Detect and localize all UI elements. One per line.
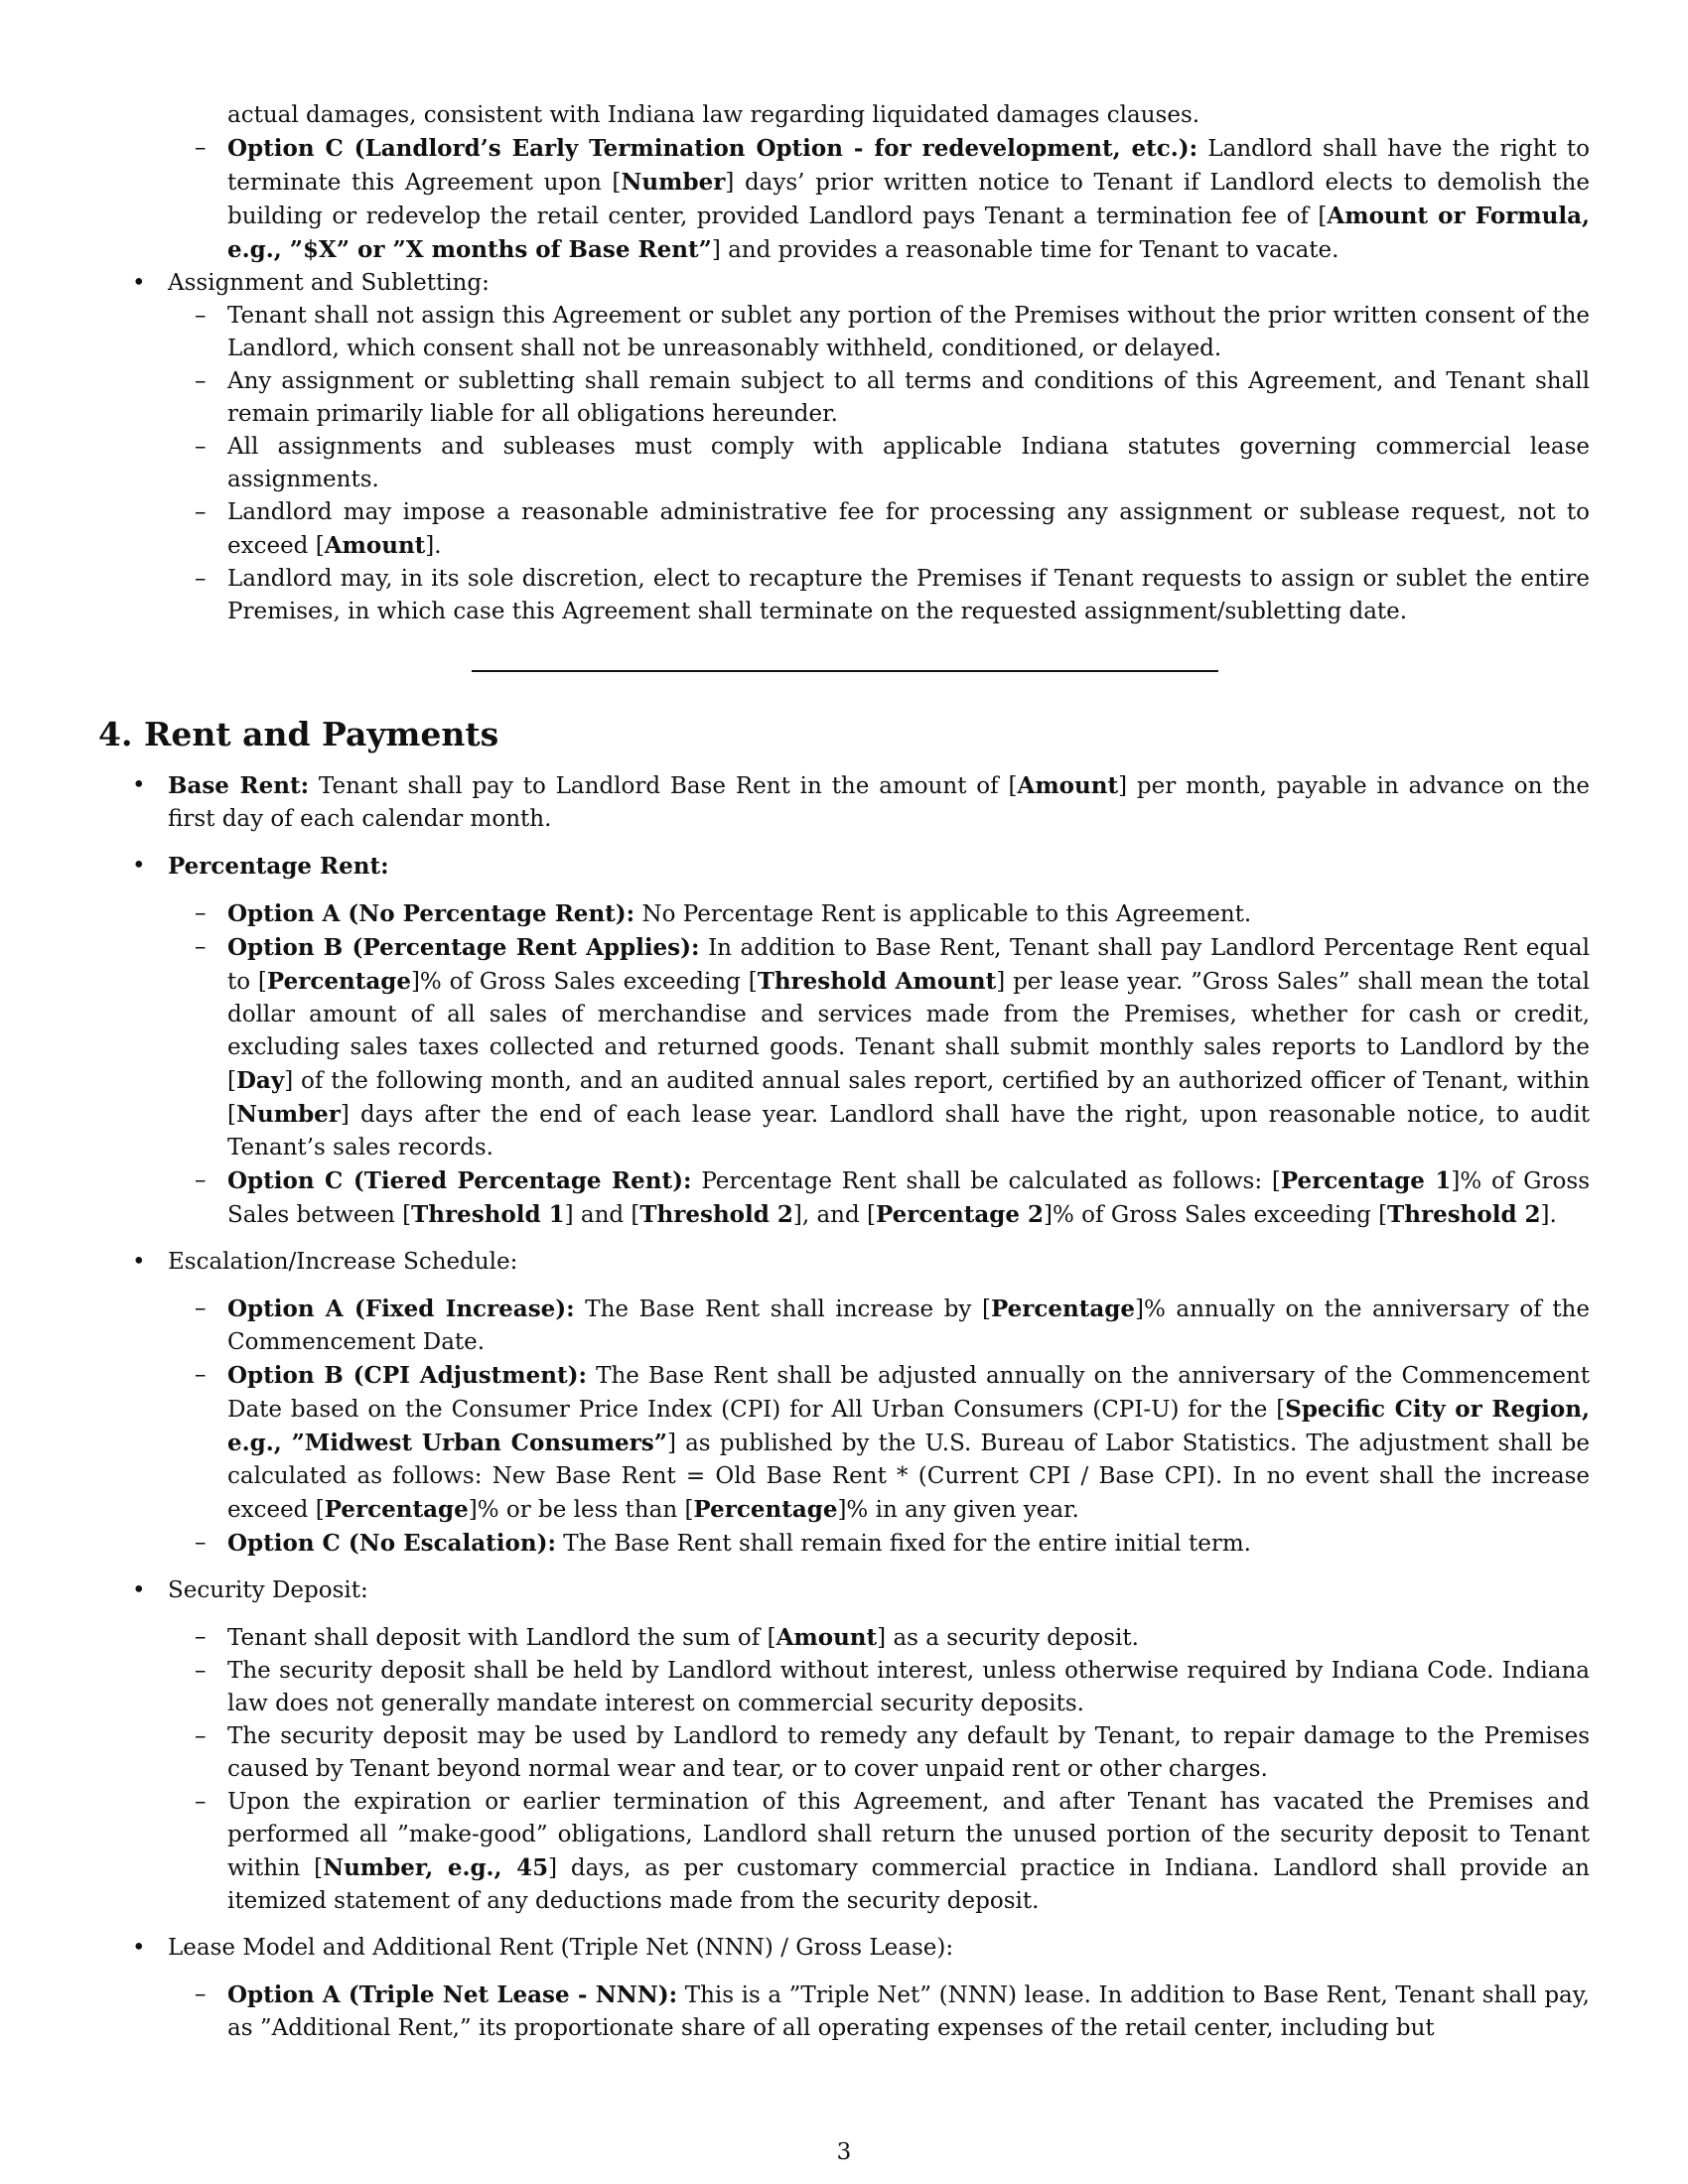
text: ], and [ bbox=[792, 1202, 876, 1228]
item-label: Base Rent: bbox=[168, 772, 310, 799]
text: ] of the following month, and an audited annual sales report, certified by an authorized officer of Tenant, within [ bbox=[227, 1068, 1590, 1128]
list-item bbox=[98, 431, 1590, 496]
text: ] days’ prior written notice to Tenant if Landlord elects to demolish the building or redevelop the retail center, provided Landlord pays Tenant a termination fee of [ bbox=[227, 170, 1590, 229]
page-body bbox=[98, 99, 1590, 2045]
dash-marker: – bbox=[195, 1723, 207, 1749]
text: No Percentage Rent is applicable to this Agreement. bbox=[634, 901, 1252, 927]
list-item bbox=[98, 365, 1590, 431]
list-item bbox=[98, 1655, 1590, 1720]
page-number: 3 bbox=[836, 2139, 852, 2165]
text: The security deposit may be used by Landlord to remedy any default by Tenant, to repair damage to the Premises caused by Tenant beyond normal wear and tear, or to cover unpaid rent or other charges. bbox=[227, 1723, 1590, 1782]
assignment-subletting bbox=[98, 267, 1590, 300]
dash-marker: – bbox=[195, 499, 207, 525]
list-item bbox=[98, 300, 1590, 365]
placeholder: Percentage bbox=[324, 1496, 469, 1523]
text: ] days after the end of each lease year. Landlord shall have the right, upon reasonable notice, to audit Tenant’s sales records. bbox=[227, 1102, 1590, 1160]
text: Any assignment or subletting shall remain subject to all terms and conditions of this Agreement, and Tenant shall remain primarily liable for all obligations hereunder. bbox=[227, 368, 1590, 427]
bullet-marker: • bbox=[132, 1935, 146, 1961]
bullet-marker: • bbox=[132, 772, 146, 798]
text: All assignments and subleases must comply with applicable Indiana statutes governing commercial lease assignments. bbox=[227, 434, 1590, 492]
option-c-no-escalation bbox=[98, 1527, 1590, 1561]
spacer bbox=[98, 1279, 1590, 1293]
spacer bbox=[98, 1918, 1590, 1932]
text: ]% annually on the anniversary of the Commencement Date. bbox=[227, 1297, 1590, 1355]
paragraph-text: actual damages, consistent with Indiana law regarding liquidated damages clauses. bbox=[227, 102, 1200, 128]
option-b-cpi-adjustment bbox=[98, 1359, 1590, 1527]
option-label: Option C (No Escalation): bbox=[227, 1530, 556, 1557]
placeholder: Number bbox=[235, 1101, 341, 1128]
placeholder: Percentage bbox=[990, 1296, 1135, 1322]
text: ]% in any given year. bbox=[837, 1497, 1079, 1523]
text: ]% of Gross Sales between [ bbox=[227, 1168, 1590, 1228]
text: In addition to Base Rent, Tenant shall pay Landlord Percentage Rent equal to [ bbox=[227, 935, 1590, 995]
text: ]% or be less than [ bbox=[468, 1497, 694, 1523]
option-label: Option B (Percentage Rent Applies): bbox=[227, 934, 700, 961]
text: ] as published by the U.S. Bureau of Labor Statistics. The adjustment shall be calculated as follows: New Base Rent = Old Base Rent * (Current CPI / Base CPI). In no event shall the increase exceed [ bbox=[227, 1431, 1590, 1523]
list-item bbox=[98, 496, 1590, 563]
option-c-early-termination bbox=[98, 132, 1590, 267]
list-item bbox=[98, 1720, 1590, 1786]
text: Landlord shall have the right to terminate this Agreement upon [ bbox=[227, 136, 1590, 196]
item-label: Percentage Rent: bbox=[168, 853, 389, 880]
option-label: Option A (Fixed Increase): bbox=[227, 1296, 575, 1322]
placeholder: Number, e.g., 45 bbox=[323, 1854, 549, 1881]
placeholder: Amount or Formula, e.g., ”$X” or ”X months of Base Rent” bbox=[227, 203, 1590, 263]
placeholder: Percentage bbox=[266, 968, 411, 995]
text: ]% of Gross Sales exceeding [ bbox=[1044, 1202, 1388, 1228]
bullet-marker: • bbox=[132, 853, 146, 879]
text: The Base Rent shall be adjusted annually on the anniversary of the Commencement Date based on the Consumer Price Index (CPI) for All Urban Consumers (CPI-U) for the [ bbox=[227, 1363, 1591, 1423]
list-item bbox=[98, 1621, 1590, 1655]
dash-marker: – bbox=[195, 368, 207, 394]
text: ] per month, payable in advance on the first day of each calendar month. bbox=[168, 773, 1590, 832]
text: ]% of Gross Sales exceeding [ bbox=[410, 969, 758, 995]
text: ] as a security deposit. bbox=[877, 1625, 1139, 1651]
option-label: Option A (Triple Net Lease - NNN): bbox=[227, 1981, 678, 2008]
placeholder: Percentage 1 bbox=[1280, 1167, 1452, 1194]
item-label: Escalation/Increase Schedule: bbox=[168, 1249, 518, 1275]
lease-model bbox=[98, 1932, 1590, 1965]
option-b-percentage-applies bbox=[98, 931, 1590, 1164]
item-label: Lease Model and Additional Rent (Triple Net (NNN) / Gross Lease): bbox=[168, 1935, 954, 1961]
option-label: Option A (No Percentage Rent): bbox=[227, 900, 635, 927]
option-a-fixed-increase bbox=[98, 1293, 1590, 1359]
continued-paragraph bbox=[98, 99, 1590, 132]
text: This is a ”Triple Net” (NNN) lease. In addition to Base Rent, Tenant shall pay, as ”Additional Rent,” its proportionate share of all operating expenses of the retail center, including but bbox=[227, 1982, 1590, 2041]
placeholder: Percentage bbox=[693, 1496, 838, 1523]
spacer bbox=[98, 836, 1590, 850]
option-a-triple-net bbox=[98, 1979, 1590, 2045]
bullet-marker: • bbox=[132, 1249, 146, 1275]
item-label: Assignment and Subletting: bbox=[168, 270, 490, 296]
option-a-no-percentage bbox=[98, 897, 1590, 931]
dash-marker: – bbox=[195, 303, 207, 329]
list-item bbox=[98, 563, 1590, 628]
text: ] days, as per customary commercial practice in Indiana. Landlord shall provide an itemized statement of any deductions made from the security deposit. bbox=[227, 1855, 1590, 1914]
text: ]. bbox=[425, 533, 442, 559]
horizontal-divider bbox=[472, 670, 1218, 672]
option-label: Option C (Landlord’s Early Termination Option - for redevelopment, etc.): bbox=[227, 135, 1198, 162]
text: Landlord may, in its sole discretion, elect to recapture the Premises if Tenant requests to assign or sublet the entire Premises, in which case this Agreement shall terminate on the requested assignment/subletting date. bbox=[227, 566, 1590, 624]
spacer bbox=[98, 884, 1590, 897]
dash-marker: – bbox=[195, 1167, 207, 1193]
dash-marker: – bbox=[195, 1530, 207, 1556]
percentage-rent bbox=[98, 850, 1590, 884]
placeholder: Day bbox=[235, 1067, 285, 1094]
placeholder: Amount bbox=[775, 1624, 878, 1651]
option-label: Option B (CPI Adjustment): bbox=[227, 1362, 587, 1389]
text: Upon the expiration or earlier termination of this Agreement, and after Tenant has vacated the Premises and performed all ”make-good” obligations, Landlord shall return the unused portion of the security deposit to Tenant within [ bbox=[227, 1789, 1590, 1881]
bullet-marker: • bbox=[132, 270, 146, 296]
placeholder: Threshold 2 bbox=[1387, 1201, 1541, 1228]
dash-marker: – bbox=[195, 434, 207, 460]
text: ] per lease year. ”Gross Sales” shall mean the total dollar amount of all sales of merchandise and services made from the Premises, whether for cash or credit, excluding sales taxes collected and returned goods. Tenant shall submit monthly sales reports to Landlord by the [ bbox=[227, 969, 1590, 1094]
placeholder: Amount bbox=[324, 532, 426, 559]
dash-marker: – bbox=[195, 934, 207, 960]
item-label: Security Deposit: bbox=[168, 1577, 368, 1603]
text: The security deposit shall be held by Landlord without interest, unless otherwise required by Indiana Code. Indiana law does not generally mandate interest on commercial security deposits. bbox=[227, 1658, 1590, 1716]
option-label: Option C (Tiered Percentage Rent): bbox=[227, 1167, 692, 1194]
text: Landlord may impose a reasonable administrative fee for processing any assignment or sublease request, not to exceed [ bbox=[227, 499, 1590, 559]
dash-marker: – bbox=[195, 1362, 207, 1388]
text: ] and provides a reasonable time for Tenant to vacate. bbox=[711, 237, 1339, 263]
placeholder: Threshold Amount bbox=[757, 968, 997, 995]
placeholder: Amount bbox=[1017, 772, 1119, 799]
dash-marker: – bbox=[195, 900, 207, 926]
text: The Base Rent shall increase by [ bbox=[574, 1297, 991, 1322]
placeholder: Threshold 2 bbox=[639, 1201, 793, 1228]
spacer bbox=[98, 1965, 1590, 1979]
dash-marker: – bbox=[195, 135, 207, 161]
text: ]. bbox=[1540, 1202, 1557, 1228]
bullet-marker: • bbox=[132, 1577, 146, 1603]
text: Tenant shall not assign this Agreement or sublet any portion of the Premises without the prior written consent of the Landlord, which consent shall not be unreasonably withheld, conditioned, or delayed. bbox=[227, 303, 1590, 361]
dash-marker: – bbox=[195, 1658, 207, 1684]
list-item bbox=[98, 1786, 1590, 1918]
dash-marker: – bbox=[195, 566, 207, 592]
spacer bbox=[98, 1232, 1590, 1246]
text: The Base Rent shall remain fixed for the entire initial term. bbox=[555, 1531, 1251, 1557]
placeholder: Number bbox=[621, 169, 726, 196]
dash-marker: – bbox=[195, 1624, 207, 1650]
text: Percentage Rent shall be calculated as follows: [ bbox=[691, 1168, 1281, 1194]
dash-marker: – bbox=[195, 1981, 207, 2007]
security-deposit bbox=[98, 1574, 1590, 1607]
placeholder: Specific City or Region, e.g., ”Midwest Urban Consumers” bbox=[227, 1396, 1590, 1456]
section-heading: 4. Rent and Payments bbox=[98, 715, 499, 753]
placeholder: Percentage 2 bbox=[875, 1201, 1045, 1228]
option-c-tiered bbox=[98, 1164, 1590, 1232]
dash-marker: – bbox=[195, 1789, 207, 1815]
spacer bbox=[98, 1561, 1590, 1574]
base-rent bbox=[98, 769, 1590, 836]
dash-marker: – bbox=[195, 1296, 207, 1321]
placeholder: Threshold 1 bbox=[411, 1201, 565, 1228]
text: Tenant shall deposit with Landlord the sum of [ bbox=[227, 1625, 776, 1651]
text: Tenant shall pay to Landlord Base Rent in the amount of [ bbox=[309, 773, 1018, 799]
text: ] and [ bbox=[564, 1202, 640, 1228]
spacer bbox=[98, 1607, 1590, 1621]
escalation-schedule bbox=[98, 1246, 1590, 1279]
